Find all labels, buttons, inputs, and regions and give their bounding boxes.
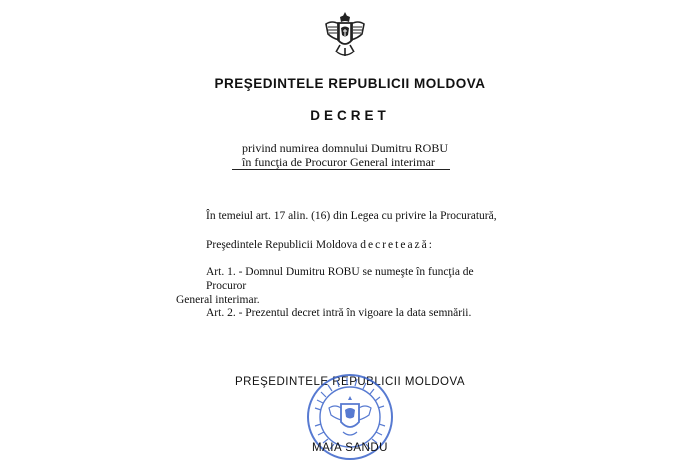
decree-verb: decretează: bbox=[360, 239, 434, 251]
issuer-heading: PREŞEDINTELE REPUBLICII MOLDOVA bbox=[214, 76, 486, 91]
article-1 bbox=[176, 265, 506, 307]
signatory-name: MAIA SANDU bbox=[312, 442, 388, 454]
subject-underline bbox=[232, 169, 450, 170]
decree-subject bbox=[242, 141, 462, 169]
preamble-paragraph: În temeiul art. 17 alin. (16) din Legea cu privire la Procuratură, bbox=[206, 210, 497, 222]
document-type-heading: DECRET bbox=[310, 108, 390, 123]
coat-of-arms-icon bbox=[322, 8, 368, 60]
decree-intro-paragraph bbox=[206, 238, 506, 252]
article-1-line-1: Art. 1. - Domnul Dumitru ROBU se numeşte în funcţia de Procuror bbox=[206, 266, 474, 292]
decree-intro: Preşedintele Republicii Moldova bbox=[206, 239, 358, 251]
signatory-title: PREŞEDINTELE REPUBLICII MOLDOVA bbox=[234, 376, 465, 388]
subject-line-1: privind numirea domnului Dumitru ROBU bbox=[242, 141, 448, 155]
subject-line-2: în funcţia de Procuror General interimar bbox=[242, 155, 435, 169]
article-1-line-2: General interimar. bbox=[176, 294, 260, 306]
article-2: Art. 2. - Prezentul decret intră în vigoare la data semnării. bbox=[206, 307, 472, 319]
